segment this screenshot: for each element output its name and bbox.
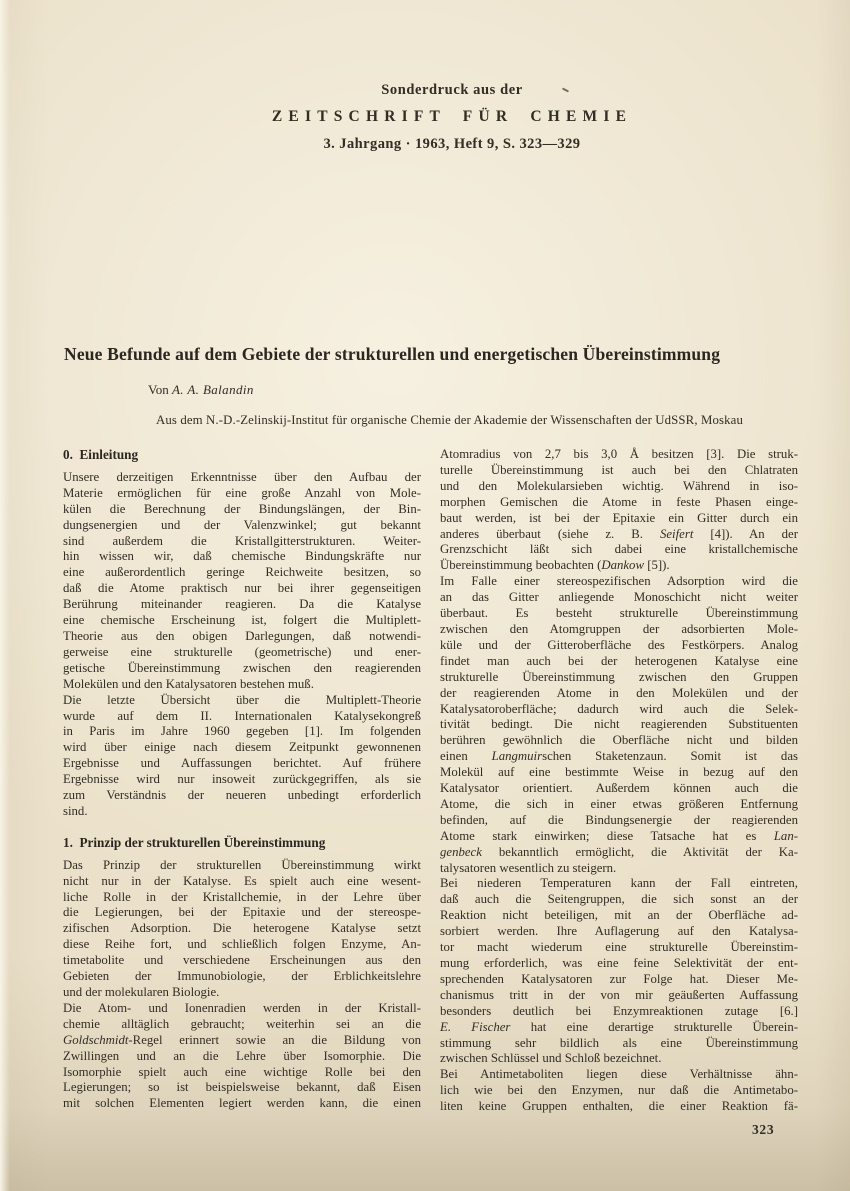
text-line: baut werden, ist bei der Epitaxie ein Gitter durch ein xyxy=(440,510,798,525)
text-line: liche Rolle in der Kristallchemie, in der Lehre über xyxy=(63,889,421,904)
offprint-line: Sonderdruck aus der xyxy=(381,82,523,98)
text-line: Reaktion nicht beteiligen, mit an der Oberfläche ad- xyxy=(440,908,798,923)
text-line: daß die Atome praktisch nur bei ihrer gegenseitigen xyxy=(63,581,421,596)
text-line: sorbiert werden. Ihre Auflagerung auf den Katalysa- xyxy=(440,924,798,939)
text-line: Im Falle einer stereospezifischen Adsorption wird die xyxy=(440,574,798,589)
text-line: mung erforderlich, was eine feine Selektivität der ent- xyxy=(440,956,798,970)
text-line: timetabolite und verschiedene Erscheinungen aus den xyxy=(63,953,421,968)
paragraph xyxy=(440,1067,798,1115)
text-line: zum Verständnis der neueren unbedingt erforderlich xyxy=(63,788,421,803)
text-line: zwischen den Atomgruppen der adsorbierten Mole- xyxy=(440,621,798,636)
text-line: stimmung sehr bildlich als eine Übereinstimmung xyxy=(440,1035,798,1050)
byline-prefix: Von xyxy=(148,382,172,397)
text-line: Grenzschicht läßt sich dabei eine kristallchemische xyxy=(440,542,798,557)
text-line: tor macht wiederum eine strukturelle Übereinstim- xyxy=(440,940,798,955)
text-line: berühren gewöhnlich die Oberfläche nicht und bilden xyxy=(440,733,798,748)
text-line: getische Übereinstimmung zwischen den reagierenden xyxy=(63,660,421,675)
text-line: und den Molekularsieben wichtig. Während in iso- xyxy=(440,478,798,493)
text-line: Atome stark einwirken; diese Tatsache hat es Lan- xyxy=(440,828,798,843)
affiliation: Aus dem N.-D.-Zelinskij-Institut für organische Chemie der Akademie der Wissenschaften der UdSSR, Moskau xyxy=(155,413,743,427)
text-line: zifischen Adsorption. Die heterogene Katalyse setzt xyxy=(63,921,421,936)
byline xyxy=(148,382,254,398)
text-line: Bei niederen Temperaturen kann der Fall eintreten, xyxy=(440,876,798,891)
text-line: in Paris im Jahre 1960 gegeben [1]. Im folgenden xyxy=(63,724,421,739)
text-line: mit solchen Elementen legiert werden kann, die einen xyxy=(63,1096,421,1111)
text-line: zwischen Schlüssel und Schloß bezeichnet. xyxy=(440,1051,662,1066)
text-line: Ergebnisse wird nur insoweit zurückgegriffen, als sie xyxy=(63,772,421,787)
text-line: Goldschmidt-Regel erinnert sowie an die Bildung von xyxy=(63,1032,421,1047)
text-line: Berührung miteinander reagieren. Da die Katalyse xyxy=(63,597,421,612)
column-right xyxy=(440,447,798,1115)
text-line: sind. xyxy=(63,803,88,818)
text-line: Molekülen und den Katalysatoren bestehen muß. xyxy=(63,676,314,691)
text-line: Die letzte Übersicht über die Multiplett-Theorie xyxy=(63,692,421,707)
text-line: anderes überbaut (siehe z. B. Seifert [4]). An der xyxy=(440,526,798,541)
text-line: Atome, die sich in einer etwas größeren Entfernung xyxy=(440,796,798,811)
text-line: lich wie bei den Enzymen, nur daß die Antimetabo- xyxy=(440,1083,798,1098)
text-line: hin wissen wir, daß chemische Bindungskräfte nur xyxy=(63,549,421,564)
journal-header xyxy=(27,82,850,153)
text-line: Unsere derzeitigen Erkenntnisse über den Aufbau der xyxy=(63,469,421,484)
text-line: die Legierungen, bei der Epitaxie und der stereospe- xyxy=(63,905,421,920)
column-left xyxy=(63,447,421,1112)
text-line: chemie alltäglich gebraucht; weiterhin sei an die xyxy=(63,1016,421,1031)
text-line: turelle Übereinstimmung ist auch bei den Chlatraten xyxy=(440,462,798,477)
article-title: Neue Befunde auf dem Gebiete der strukturellen und energetischen Übereinstimmung xyxy=(64,344,721,364)
text-line: befinden, auf die Bindungsenergie der reagierenden xyxy=(440,812,798,827)
text-line: nicht nur in der Katalyse. Es spielt auch eine wesent- xyxy=(63,873,421,888)
text-line: an das Gitter anliegende Monoschicht nicht weiter xyxy=(440,590,798,605)
paragraph xyxy=(63,470,421,693)
pen-mark xyxy=(560,88,569,97)
text-line: morphen Gemischen die Atome in feste Phasen einge- xyxy=(440,494,798,509)
paragraph xyxy=(63,858,421,1001)
text-line: überbaut. Es besteht strukturelle Übereinstimmung xyxy=(440,606,798,621)
text-line: tivität bedingt. Die nicht reagierenden Substituenten xyxy=(440,717,798,732)
text-line: dungsenergien und der Valenzwinkel; gut bekannt xyxy=(63,517,421,532)
text-line: genbeck bekanntlich ermöglicht, die Aktivität der Ka- xyxy=(440,844,798,859)
text-line: Die Atom- und Ionenradien werden in der Kristall- xyxy=(63,1000,421,1015)
text-line: chanismus tritt in der von mir geäußerten Auffassung xyxy=(440,987,798,1002)
text-line: sprechenden Katalysatoren zur Folge hat. Dieser Me- xyxy=(440,971,798,986)
text-line: besonders deutlich bei Enzymreaktionen zutage [6.] xyxy=(440,1003,798,1018)
text-line: Ergebnisse und Auffassungen berichtet. Auf frühere xyxy=(63,756,421,771)
journal-title: ZEITSCHRIFT FÜR CHEMIE xyxy=(271,108,633,125)
article-body xyxy=(63,447,798,1115)
text-line: Übereinstimmung beobachten (Dankow [5]). xyxy=(440,558,670,573)
section-heading: 0. Einleitung xyxy=(63,447,139,462)
text-line: Das Prinzip der strukturellen Übereinstimmung wirkt xyxy=(63,857,421,872)
text-line: Katalysatoroberfläche; dadurch wird auch die Selek- xyxy=(440,701,798,716)
text-line: wird über einige nach diesem Zeitpunkt gewonnenen xyxy=(63,740,421,755)
text-line: daß auch die Seitengruppen, die sich sonst an der xyxy=(440,892,798,907)
text-line: Katalysator orientiert. Außerdem können auch die xyxy=(440,781,798,796)
text-line: der reagierenden Atome in den Molekülen und der xyxy=(440,685,798,700)
text-line: küle und der Gitteroberfläche des Festkörpers. Analog xyxy=(440,637,798,652)
text-line: E. Fischer hat eine derartige strukturelle Überein- xyxy=(440,1019,799,1034)
text-line: Legierungen; so ist beispielsweise bekannt, daß Eisen xyxy=(63,1080,421,1095)
text-line: külen die Berechnung der Bindungslängen, der Bin- xyxy=(63,501,421,516)
page-number: 323 xyxy=(752,1122,775,1137)
paragraph xyxy=(63,693,421,820)
text-line: talysatoren wesentlich zu steigern. xyxy=(440,860,617,875)
text-line: wurde auf dem II. Internationalen Katalysekongreß xyxy=(63,708,421,723)
author-name: A. A. Balandin xyxy=(171,382,254,397)
paragraph xyxy=(63,1001,421,1112)
text-line: strukturelle Übereinstimmung zwischen den Gruppen xyxy=(440,669,798,684)
text-line: liten keine Gruppen enthalten, die einer Reaktion fä- xyxy=(440,1099,798,1114)
text-line: einen Langmuirschen Staketenzaun. Somit ist das xyxy=(440,749,798,764)
paragraph xyxy=(440,876,798,1067)
paragraph xyxy=(440,447,798,574)
text-line: gerweise eine strukturelle (geometrische) und ener- xyxy=(63,644,421,659)
text-line: Bei Antimetaboliten liegen diese Verhältnisse ähn- xyxy=(440,1067,798,1082)
text-line: Atomradius von 2,7 bis 3,0 Å besitzen [3]. Die struk- xyxy=(440,447,798,461)
text-line: Gebieten der Immunobiologie, der Erblichkeitslehre xyxy=(63,969,421,984)
text-line: Theorie aus den obigen Darlegungen, daß notwendi- xyxy=(63,628,421,643)
paragraph xyxy=(440,574,798,876)
text-line: eine außerordentlich geringe Reichweite besitzen, so xyxy=(63,565,421,580)
section-heading: 1. Prinzip der strukturellen Übereinstimmung xyxy=(63,834,326,850)
text-line: Zwillingen und an die Lehre über Isomorphie. Die xyxy=(63,1048,421,1063)
issue-line: 3. Jahrgang · 1963, Heft 9, S. 323—329 xyxy=(323,136,581,152)
text-line: findet man auch bei der heterogenen Katalyse eine xyxy=(440,653,798,668)
text-line: Isomorphie spielt auch eine wichtige Rolle bei den xyxy=(63,1064,421,1079)
text-line: diese Reihe fort, und schließlich folgen Enzyme, An- xyxy=(63,937,421,952)
text-line: sind außerdem die Kristallgitterstrukturen. Weiter- xyxy=(63,533,421,548)
text-line: eine chemische Erscheinung ist, folgert die Multiplett- xyxy=(63,613,421,628)
text-line: Molekül auf eine bestimmte Weise in bezug auf den xyxy=(440,765,798,780)
text-line: und der molekularen Biologie. xyxy=(63,985,220,999)
text-line: Materie ermöglichen für eine große Anzahl von Mole- xyxy=(63,485,421,500)
